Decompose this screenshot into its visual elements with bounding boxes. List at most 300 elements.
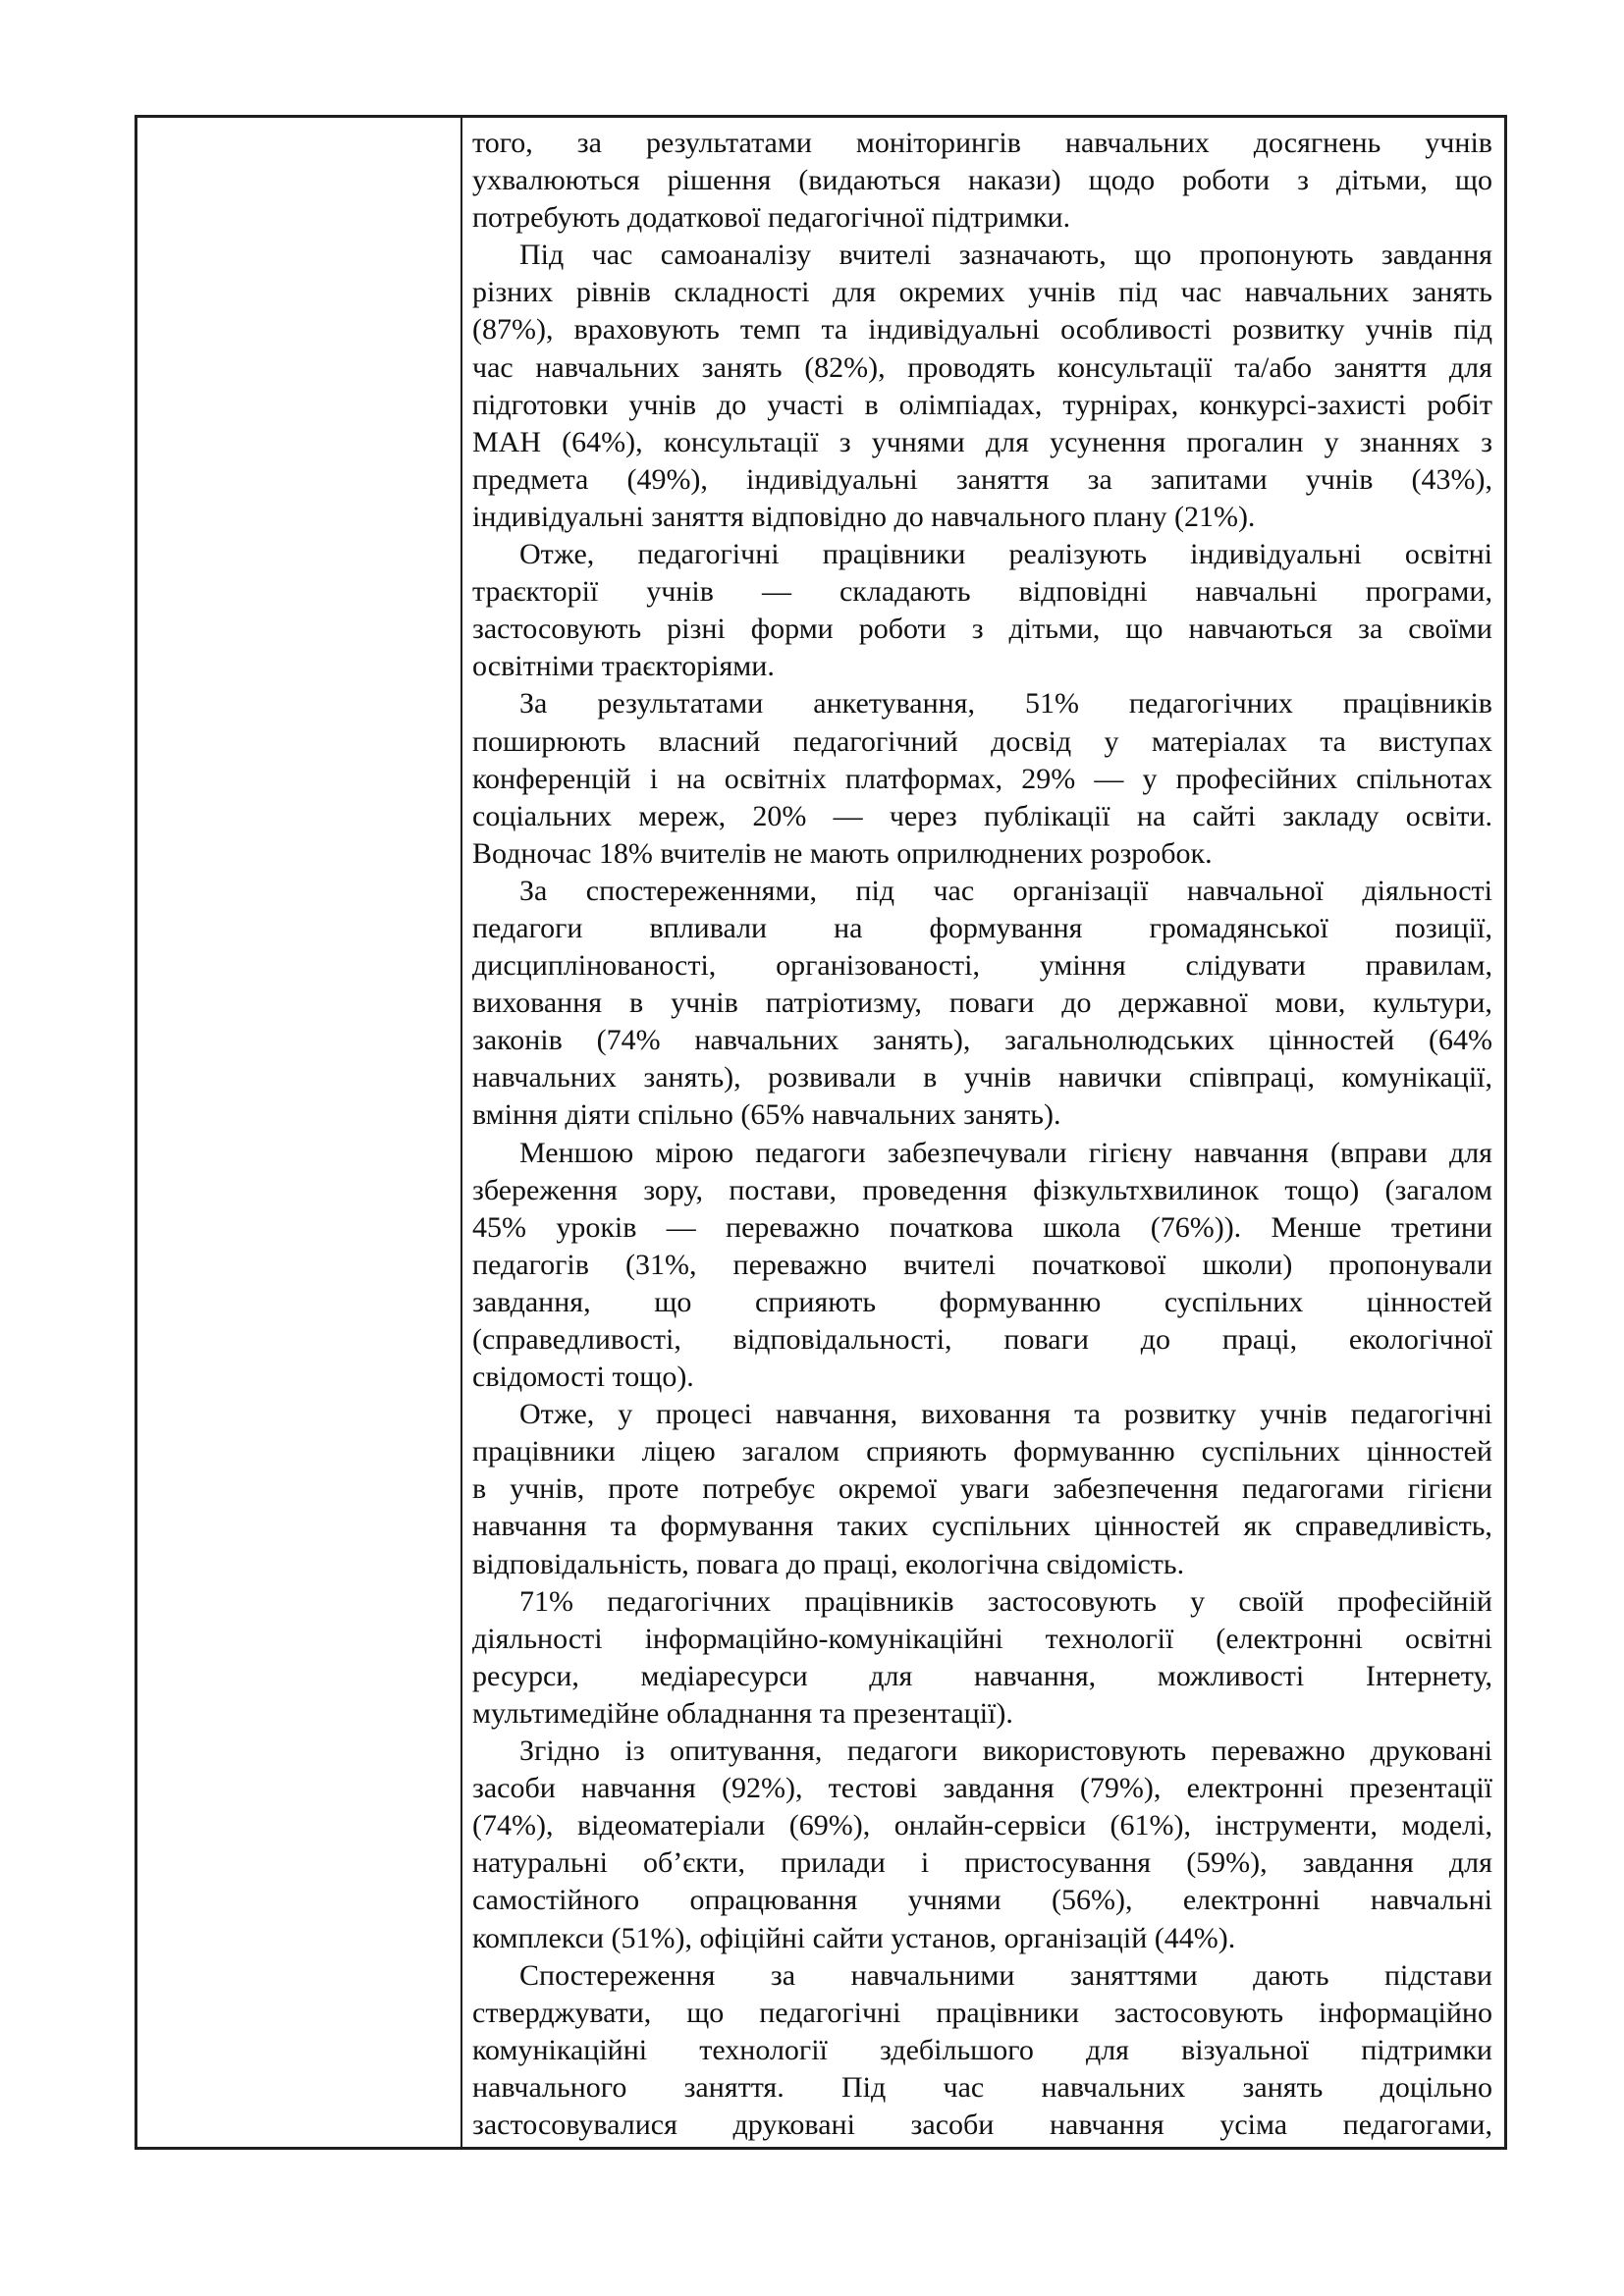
word: педагоги (846, 1735, 958, 1768)
paragraph (472, 536, 1492, 685)
text-line (472, 349, 1492, 387)
word: конкурсі-захисті (1199, 388, 1407, 421)
word: публікації (984, 799, 1110, 832)
text-line (472, 1059, 1492, 1096)
word: індивідуальні (746, 462, 918, 496)
word: працівники (822, 538, 966, 571)
word: таких (837, 1510, 908, 1543)
text-line (472, 237, 1492, 274)
word: діяльності (1362, 874, 1492, 907)
word: зазначають, (958, 239, 1107, 272)
word: (43%), (1411, 462, 1492, 496)
text-line (472, 947, 1492, 985)
word: у (1104, 724, 1119, 758)
paragraph (472, 1396, 1492, 1582)
text-line (472, 1658, 1492, 1695)
word: та (821, 313, 848, 347)
text-line (472, 1470, 1492, 1508)
report-table (135, 115, 1507, 2150)
word: для (1448, 350, 1492, 384)
word: у (1324, 425, 1339, 458)
word: (74% (596, 1024, 661, 1057)
word: заняттями (1069, 1958, 1198, 1992)
word: опитування, (670, 1735, 823, 1768)
word: усіма (1219, 2108, 1288, 2141)
word: навчальними (850, 1958, 1015, 1992)
word: завдання (1302, 1846, 1414, 1880)
word: навчання (472, 1510, 587, 1543)
word: учнів (963, 1061, 1032, 1095)
word: дисциплінованості, (472, 949, 717, 983)
word: у (618, 1398, 633, 1431)
word: переважно (732, 1248, 868, 1281)
word: ресурси, (472, 1659, 579, 1692)
word: (82%), (804, 350, 886, 384)
word: 51% (1024, 687, 1079, 721)
word: Отже, (519, 538, 595, 571)
word: досвід (991, 724, 1072, 758)
word: Під (840, 2070, 887, 2104)
word: поваги (1003, 1323, 1089, 1356)
word: гігієни (1407, 1472, 1492, 1506)
word: для (1448, 1846, 1492, 1880)
word: патріотизму, (765, 987, 922, 1020)
table-cell-criteria-empty (137, 118, 462, 2147)
word: (видаються (798, 164, 941, 197)
word: переважно (1211, 1735, 1346, 1768)
word: соціальних (472, 799, 613, 832)
word: сприяють (866, 1435, 988, 1468)
word: комунікаційні (472, 2033, 648, 2066)
word: сприяють (754, 1285, 877, 1318)
text-line: мультимедійне обладнання та презентації). (472, 1696, 1013, 1730)
word: формування (929, 911, 1083, 944)
word: роботи (858, 613, 947, 646)
word: технології (1045, 1622, 1174, 1655)
word: підготовки (472, 388, 609, 421)
word: складають (839, 575, 971, 609)
word: форми (750, 613, 834, 646)
word: поваги (948, 987, 1035, 1020)
word: спостереженнями, (585, 874, 818, 907)
word: час (1180, 276, 1222, 309)
word: електронні (1182, 1884, 1321, 1917)
word: завдання, (472, 1285, 591, 1318)
word: (49%), (626, 462, 708, 496)
text-line (472, 1995, 1492, 2032)
word: (69%), (788, 1809, 871, 1842)
text-line (472, 1957, 1492, 1995)
paragraph (472, 1733, 1492, 1957)
word: (59%), (1186, 1846, 1268, 1880)
word: для (985, 425, 1029, 458)
text-line (472, 761, 1492, 798)
text-line (472, 162, 1492, 199)
word: (64%), (562, 425, 643, 458)
word: робіт (1427, 388, 1492, 421)
word: Спостереження (519, 1958, 716, 1992)
word: (56%), (1052, 1884, 1133, 1917)
word: педагоги (472, 911, 583, 944)
word: педагогами, (1342, 2108, 1492, 2141)
word: відеоматеріали (577, 1809, 766, 1842)
word: культури, (1373, 987, 1492, 1020)
word: навчання (1049, 2108, 1164, 2141)
text-line (472, 2107, 1492, 2144)
word: засоби (910, 2108, 995, 2141)
word: уваги (960, 1472, 1030, 1506)
text-line (472, 1247, 1492, 1284)
word: занять), (643, 1061, 741, 1095)
word: проводять (907, 350, 1036, 384)
word: педагогічних (607, 1584, 772, 1618)
word: як (1243, 1510, 1272, 1543)
word: час (933, 874, 975, 907)
word: Отже, (519, 1398, 595, 1431)
word: зору, (643, 1173, 704, 1206)
word: працівників (1342, 687, 1492, 721)
word: результатами (645, 127, 812, 159)
word: педагогічні (1350, 1398, 1492, 1431)
word: правилам, (1365, 949, 1492, 983)
word: Згідно (519, 1735, 600, 1768)
word: тестові (828, 1772, 918, 1805)
word: доцільно (1380, 2070, 1492, 2104)
word: формуванню (1013, 1435, 1175, 1468)
word: підтримки (1361, 2033, 1492, 2066)
word: та (610, 1510, 637, 1543)
text-line (472, 311, 1492, 348)
word: — (666, 1210, 696, 1244)
word: Інтернету, (1365, 1659, 1492, 1692)
word: до (1140, 1323, 1170, 1356)
word: учнів (628, 388, 696, 421)
text-line (472, 873, 1492, 910)
word: результатами (597, 687, 764, 721)
word: застосовують (1113, 1996, 1284, 2029)
word: проте (608, 1472, 679, 1506)
word: використовують (982, 1735, 1187, 1768)
word: на (1136, 799, 1166, 832)
word: учнів (1425, 127, 1492, 159)
word: враховують (573, 313, 720, 347)
text-line (472, 910, 1492, 947)
word: завдання (1380, 239, 1492, 272)
word: темп (739, 313, 801, 347)
word: суспільних (1201, 1435, 1340, 1468)
word: гігієну (1088, 1136, 1172, 1169)
word: учнями (907, 1884, 1001, 1917)
text-line (472, 1583, 1492, 1621)
word: цінностей (1366, 1435, 1492, 1468)
word: за (576, 127, 602, 159)
word: педагогічні (637, 538, 780, 571)
word: вчителі (903, 1248, 997, 1281)
word: візуальної (1181, 2033, 1310, 2066)
word: дітьми, (1008, 613, 1101, 646)
word: освітніх (724, 762, 827, 795)
word: відповідальності, (732, 1323, 952, 1356)
word: траєкторії (472, 575, 599, 609)
word: учнів (1305, 462, 1374, 496)
word: навчальних (535, 350, 680, 384)
word: 20% (752, 799, 807, 832)
word: формування (660, 1510, 814, 1543)
word: опрацювання (689, 1884, 858, 1917)
word: ліцею (641, 1435, 716, 1468)
text-line (472, 611, 1492, 648)
text-line (472, 1621, 1492, 1658)
word: здебільшого (880, 2033, 1034, 2066)
word: (87%), (472, 313, 554, 347)
word: освітні (1404, 538, 1492, 571)
word: за (770, 1958, 796, 1992)
word: комунікації, (1341, 1061, 1492, 1095)
word: електронні (1186, 1772, 1325, 1805)
word: цінностей (1269, 1024, 1395, 1057)
word: загалом (741, 1435, 840, 1468)
word: сайті (1192, 799, 1256, 832)
word: роботи (1182, 164, 1271, 197)
word: друковані (1370, 1735, 1492, 1768)
word: проведення (862, 1173, 1007, 1206)
word: і (649, 762, 659, 795)
word: відповідні (1018, 575, 1148, 609)
word: до (1061, 987, 1092, 1020)
word: впливали (649, 911, 768, 944)
word: пропонували (1328, 1248, 1492, 1281)
paragraph (472, 1583, 1492, 1733)
word: Під (519, 239, 565, 272)
word: формуванню (939, 1285, 1102, 1318)
word: занять), (873, 1024, 971, 1057)
word: для (1085, 2033, 1129, 2066)
text-line: потребують додаткової педагогічної підтримки. (472, 201, 1071, 235)
word: заняття (1333, 350, 1428, 384)
text-line (472, 723, 1492, 761)
word: застосовувалися (472, 2108, 677, 2141)
text-line (472, 1807, 1492, 1844)
word: на (677, 762, 706, 795)
word: педагоги (755, 1136, 866, 1169)
word: олімпіадах, (898, 388, 1043, 421)
word: екологічної (1348, 1323, 1492, 1356)
word: програми, (1365, 575, 1492, 609)
word: онлайн-сервіси (893, 1809, 1087, 1842)
word: цінностей (1094, 1510, 1220, 1543)
text-line: освітніми траєкторіями. (472, 650, 775, 683)
word: час (943, 2070, 985, 2104)
word: (31%, (624, 1248, 697, 1281)
word: 71% (519, 1584, 573, 1618)
word: розвитку (1232, 313, 1345, 347)
word: школи) (1202, 1248, 1293, 1281)
word: навчаються (1188, 613, 1333, 646)
word: учнів (1028, 276, 1096, 309)
text-line (472, 1882, 1492, 1919)
word: громадянської (1149, 911, 1328, 944)
word: моніторингів (855, 127, 1021, 159)
word: складності (674, 276, 810, 309)
word: (64% (1428, 1024, 1492, 1057)
word: на (834, 911, 863, 944)
word: для (869, 1659, 913, 1692)
word: навчальної (1186, 874, 1324, 907)
paragraph (472, 237, 1492, 536)
word: застосовують (472, 613, 642, 646)
text-line (472, 798, 1492, 835)
text-line (472, 461, 1492, 499)
word: друковані (732, 2108, 855, 2141)
word: індивідуальні (868, 313, 1040, 347)
word: За (519, 874, 548, 907)
word: дають (1253, 1958, 1329, 1992)
word: виховання (921, 1398, 1052, 1431)
word: та/або (1234, 350, 1312, 384)
text-line: індивідуальні заняття відповідно до навчального плану (21%). (472, 500, 1256, 533)
word: цінностей (1366, 1285, 1492, 1318)
word: інструменти, (1215, 1809, 1378, 1842)
word: пропонують (1199, 239, 1354, 272)
word: навчальних (472, 1061, 617, 1095)
text-line (472, 1433, 1492, 1470)
word: матеріалах (1151, 724, 1287, 758)
word: своїми (1408, 613, 1492, 646)
word: (74%), (472, 1809, 554, 1842)
word: що (686, 1996, 725, 2029)
word: щодо (1088, 164, 1156, 197)
word: у (1142, 762, 1158, 795)
word: прилади (781, 1846, 886, 1880)
text-line: комплекси (51%), офіційні сайти установ, організацій (44%). (472, 1921, 1236, 1954)
word: — (833, 799, 863, 832)
word: технології (699, 2033, 828, 2066)
word: професійній (1337, 1584, 1492, 1618)
word: з (1481, 425, 1492, 458)
word: усунення (1050, 425, 1166, 458)
word: (вправи (1330, 1136, 1428, 1169)
word: власний (658, 724, 761, 758)
word: педагогів (472, 1248, 589, 1281)
word: через (889, 799, 957, 832)
word: освіти. (1405, 799, 1492, 832)
paragraph (472, 1957, 1492, 2144)
word: особливості (1060, 313, 1213, 347)
word: для (833, 276, 877, 309)
word: завдання (943, 1772, 1055, 1805)
word: суспільних (1164, 1285, 1304, 1318)
word: до (717, 388, 747, 421)
text-line (472, 1844, 1492, 1882)
word: (79%), (1079, 1772, 1162, 1805)
word: участі (767, 388, 844, 421)
word: (76%)). (1150, 1210, 1242, 1244)
word: мірою (655, 1136, 734, 1169)
word: анкетування, (813, 687, 975, 721)
word: мереж, (638, 799, 727, 832)
text-line: свідомості тощо). (472, 1361, 694, 1394)
word: навчання, (973, 1659, 1097, 1692)
word: державної (1118, 987, 1248, 1020)
word: з (839, 425, 851, 458)
word: праці, (1221, 1323, 1298, 1356)
word: Меншою (519, 1136, 634, 1169)
word: за (1087, 462, 1112, 496)
word: рішення (667, 164, 772, 197)
word: (справедливості, (472, 1323, 681, 1356)
word: що (1125, 613, 1164, 646)
word: навчання (581, 1772, 696, 1805)
word: окремої (838, 1472, 938, 1506)
word: в (923, 1061, 938, 1095)
word: презентації (1349, 1772, 1492, 1805)
word: законів (472, 1024, 563, 1057)
text-line (472, 1321, 1492, 1359)
text-line (472, 387, 1492, 424)
word: педагогами (1241, 1472, 1384, 1506)
word: застосовують (987, 1584, 1157, 1618)
word: учнів (1260, 1398, 1327, 1431)
word: 45% (472, 1210, 526, 1244)
word: знаннях (1359, 425, 1460, 458)
word: консультації (1056, 350, 1213, 384)
word: Менше (1271, 1210, 1362, 1244)
word: початкова (889, 1210, 1014, 1244)
word: школа (1043, 1210, 1121, 1244)
word: розвивали (768, 1061, 896, 1095)
word: досягнень (1253, 127, 1381, 159)
word: (92%), (721, 1772, 803, 1805)
word: розвитку (1123, 1398, 1237, 1431)
word: що (1134, 239, 1172, 272)
word: своїй (1238, 1584, 1305, 1618)
paragraph (472, 125, 1492, 237)
word: підстави (1383, 1958, 1492, 1992)
table-cell-report-text (462, 118, 1504, 2147)
word: педагогічних (1128, 687, 1293, 721)
word: можливості (1157, 1659, 1305, 1692)
word: в (864, 388, 879, 421)
word: навчальних (1041, 2070, 1186, 2104)
word: третини (1390, 1210, 1492, 1244)
word: (61%), (1110, 1809, 1192, 1842)
word: позиції, (1394, 911, 1492, 944)
text-line (472, 1022, 1492, 1059)
word: моделі, (1401, 1809, 1492, 1842)
word: платформах, (844, 762, 1003, 795)
word: реалізують (1008, 538, 1148, 571)
word: виступах (1379, 724, 1492, 758)
word: тощо) (1284, 1173, 1360, 1206)
word: пристосування (964, 1846, 1152, 1880)
word: спільнотах (1356, 762, 1492, 795)
word: у (1190, 1584, 1206, 1618)
text-line (472, 536, 1492, 573)
text-line (472, 2069, 1492, 2107)
word: навчальних (1244, 276, 1389, 309)
word: медіаресурси (640, 1659, 808, 1692)
word: діяльності (472, 1622, 603, 1655)
paragraph (472, 685, 1492, 872)
word: різні (667, 613, 726, 646)
text-line (472, 1284, 1492, 1321)
word: заняття (955, 462, 1050, 496)
word: працівники (472, 1435, 616, 1468)
word: інформаційно-комунікаційні (644, 1622, 1003, 1655)
word: ухвалюються (472, 164, 640, 197)
word: учнями (871, 425, 965, 458)
word: вчителі (839, 239, 932, 272)
